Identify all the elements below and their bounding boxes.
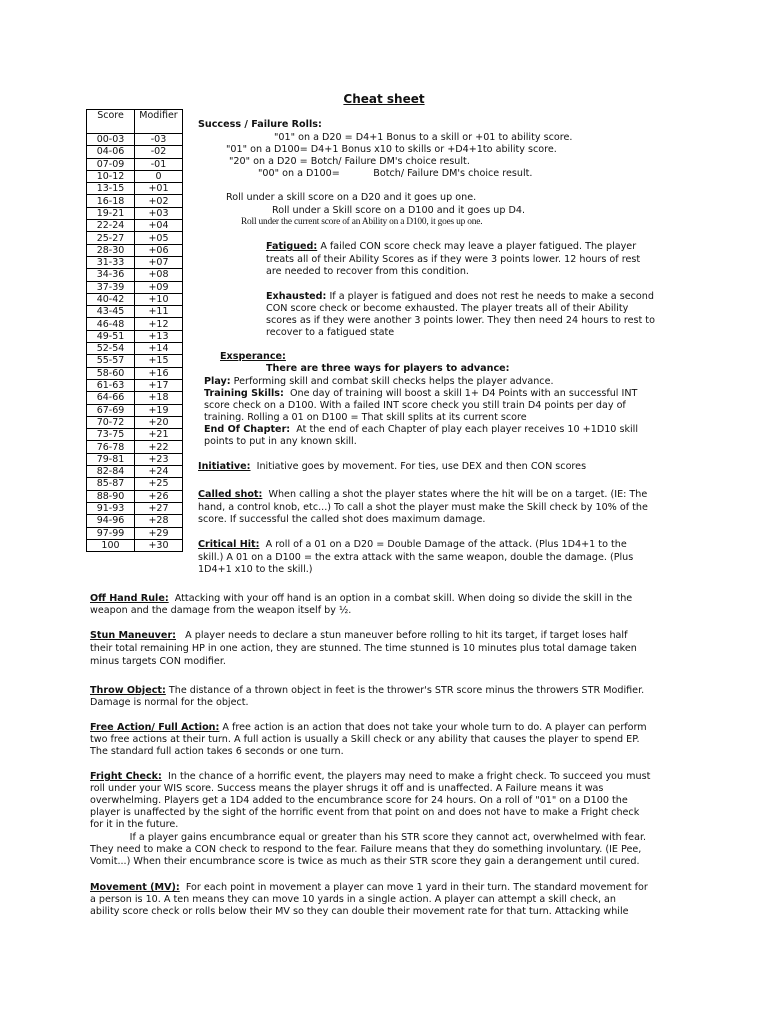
modifier-cell: +25 <box>135 478 183 490</box>
table-row <box>87 318 183 330</box>
score-cell: 25-27 <box>87 232 135 244</box>
score-cell: 16-18 <box>87 195 135 207</box>
score-cell: 73-75 <box>87 429 135 441</box>
off-hand-text: Attacking with your off hand is an option in a combat skill. When doing so divide the skill in the <box>174 593 633 604</box>
modifier-cell: +30 <box>135 539 183 551</box>
table-row <box>87 158 183 170</box>
modifier-cell: +22 <box>135 441 183 453</box>
score-cell: 67-69 <box>87 404 135 416</box>
stun-maneuver-text: A player needs to declare a stun maneuver before rolling to hit its target, if target loses half <box>185 630 628 641</box>
modifier-cell: +15 <box>135 355 183 367</box>
called-shot-text: score. If successful the called shot does maximum damage. <box>198 514 486 525</box>
experience-subheading: There are three ways for players to advance: <box>266 363 510 374</box>
table-row <box>87 306 183 318</box>
exhausted-text: recover to a fatigued state <box>266 327 395 338</box>
modifier-cell: +17 <box>135 379 183 391</box>
movement-label: Movement (MV): <box>90 882 180 893</box>
modifier-cell: +26 <box>135 490 183 502</box>
modifier-cell: +18 <box>135 392 183 404</box>
table-row <box>87 281 183 293</box>
modifier-cell: +16 <box>135 367 183 379</box>
score-cell: 64-66 <box>87 392 135 404</box>
modifier-column-header: Modifier <box>135 110 183 134</box>
table-row <box>87 429 183 441</box>
called-shot-label: Called shot: <box>198 489 263 500</box>
called-shot-text: hand, a control knob, etc...) To call a shot the player must make the Skill check by 10% of the <box>198 502 648 513</box>
exhausted-label: Exhausted: <box>266 291 327 302</box>
score-cell: 88-90 <box>87 490 135 502</box>
score-cell: 61-63 <box>87 379 135 391</box>
exhausted-text: scores as if they were another 3 points lower. They then need 24 hours to rest to <box>266 315 655 326</box>
table-row <box>87 134 183 146</box>
score-cell: 76-78 <box>87 441 135 453</box>
score-cell: 85-87 <box>87 478 135 490</box>
exhausted-text: CON score check or become exhausted. The player treats all of their Ability <box>266 303 629 314</box>
score-cell: 82-84 <box>87 466 135 478</box>
table-row <box>87 441 183 453</box>
score-cell: 46-48 <box>87 318 135 330</box>
fright-check-text: for it in the future. <box>90 819 179 830</box>
training-skills-label: Training Skills: <box>204 388 284 399</box>
modifier-cell: -01 <box>135 158 183 170</box>
ability-modifier-table <box>86 109 183 552</box>
success-failure-heading: Success / Failure Rolls: <box>198 119 322 130</box>
critical-hit-text: 1D4+1 x10 to the skill.) <box>198 564 313 575</box>
fright-check-text: Vomit...) When their encumbrance score is twice as much as their STR score they gain a derangement until cured. <box>90 856 640 867</box>
fright-check-text: player is unaffected by the sight of the horrific event from that point on and does not have to make a Fright check <box>90 807 640 818</box>
free-action-text: two free actions at their turn. A full action is usually a Skill check or any ability that causes the player to spend EP. <box>90 734 640 745</box>
success-rule-2: "01" on a D100= D4+1 Bonus x10 to skills or +D4+1to ability score. <box>226 144 557 155</box>
stun-maneuver-text: their total remaining HP in one action, they are stunned. The time stunned is 10 minutes plus total damage taken <box>90 643 637 654</box>
fright-check-text: In the chance of a horrific event, the players may need to make a fright check. To succeed you must <box>167 771 651 782</box>
score-cell: 10-12 <box>87 170 135 182</box>
table-row <box>87 355 183 367</box>
table-row <box>87 269 183 281</box>
modifier-cell: +20 <box>135 416 183 428</box>
free-action-label: Free Action/ Full Action: <box>90 722 220 733</box>
modifier-cell: +24 <box>135 466 183 478</box>
throw-object-text: Damage is normal for the object. <box>90 697 249 708</box>
failure-rule-1: "20" on a D20 = Botch/ Failure DM's choice result. <box>229 156 470 167</box>
page-title: Cheat sheet <box>343 92 425 106</box>
table-row <box>87 416 183 428</box>
score-cell: 49-51 <box>87 330 135 342</box>
score-cell: 31-33 <box>87 256 135 268</box>
modifier-cell: +02 <box>135 195 183 207</box>
table-row <box>87 367 183 379</box>
table-row <box>87 146 183 158</box>
table-row <box>87 195 183 207</box>
free-action-text: The standard full action takes 6 seconds or one turn. <box>90 746 344 757</box>
score-cell: 07-09 <box>87 158 135 170</box>
movement-text: ability score check or rolls below their MV so they can double their movement rate for that turn. Attacking while <box>90 906 629 917</box>
modifier-cell: -03 <box>135 134 183 146</box>
score-cell: 52-54 <box>87 343 135 355</box>
modifier-cell: +14 <box>135 343 183 355</box>
table-row <box>87 539 183 551</box>
table-row <box>87 207 183 219</box>
throw-object-label: Throw Object: <box>90 685 166 696</box>
initiative-label: Initiative: <box>198 461 251 472</box>
modifier-cell: +04 <box>135 220 183 232</box>
modifier-cell: +09 <box>135 281 183 293</box>
exhausted-text: If a player is fatigued and does not rest he needs to make a second <box>329 291 654 302</box>
play-label: Play: <box>204 376 231 387</box>
throw-object-text: The distance of a thrown object in feet is the thrower's STR score minus the throwers STR Modifier. <box>168 685 645 696</box>
score-cell: 37-39 <box>87 281 135 293</box>
movement-text: a person is 10. A ten means they can move 10 yards in a single action. A player can attempt a skill check, an <box>90 894 617 905</box>
score-cell: 13-15 <box>87 183 135 195</box>
failure-rule-2: "00" on a D100= Botch/ Failure DM's choice result. <box>258 168 533 179</box>
modifier-cell: 0 <box>135 170 183 182</box>
fright-check-text: They need to make a CON check to respond to the fear. Failure means that they do something involuntary. (IE Pee, <box>90 844 642 855</box>
table-row <box>87 244 183 256</box>
table-row <box>87 343 183 355</box>
off-hand-text: weapon and the damage from the weapon itself by ½. <box>90 605 352 616</box>
stun-maneuver-text: minus targets CON modifier. <box>90 656 226 667</box>
score-cell: 22-24 <box>87 220 135 232</box>
table-row <box>87 404 183 416</box>
score-cell: 100 <box>87 539 135 551</box>
roll-under-skill-d20: Roll under a skill score on a D20 and it goes up one. <box>226 192 477 203</box>
modifier-cell: +01 <box>135 183 183 195</box>
modifier-cell: +23 <box>135 453 183 465</box>
table-row <box>87 256 183 268</box>
movement-text: For each point in movement a player can move 1 yard in their turn. The standard movement for <box>185 882 648 893</box>
stun-maneuver-label: Stun Maneuver: <box>90 630 177 641</box>
table-row <box>87 183 183 195</box>
end-of-chapter-text: At the end of each Chapter of play each player receives 10 +1D10 skill <box>296 424 639 435</box>
table-row <box>87 478 183 490</box>
table-header-row <box>87 110 183 134</box>
score-cell: 55-57 <box>87 355 135 367</box>
table-row <box>87 453 183 465</box>
fright-check-text: overwhelming. Players get a 1D4 added to the encumbrance score for 24 hours. On a roll of "01" on a D100 the <box>90 795 628 806</box>
modifier-cell: +03 <box>135 207 183 219</box>
modifier-cell: +07 <box>135 256 183 268</box>
fright-check-text: roll under your WIS score. Success means the player shrugs it off and is unaffected. A Failure means it was <box>90 783 604 794</box>
critical-hit-label: Critical Hit: <box>198 539 260 550</box>
training-text: One day of training will boost a skill 1+ D4 Points with an successful INT <box>289 388 638 399</box>
table-row <box>87 527 183 539</box>
score-column-header: Score <box>87 110 135 134</box>
modifier-cell: +13 <box>135 330 183 342</box>
initiative-rule <box>198 461 586 473</box>
score-cell: 04-06 <box>87 146 135 158</box>
training-text: score check on a D100. With a failed INT score check you still train D4 points per day of <box>204 400 626 411</box>
fatigued-label: Fatigued: <box>266 241 318 252</box>
score-cell: 79-81 <box>87 453 135 465</box>
fright-check-label: Fright Check: <box>90 771 162 782</box>
modifier-cell: +11 <box>135 306 183 318</box>
modifier-cell: +06 <box>135 244 183 256</box>
table-row <box>87 490 183 502</box>
end-of-chapter-text: points to put in any known skill. <box>204 436 357 447</box>
fatigued-text: are needed to recover from this condition. <box>266 266 469 277</box>
table-row <box>87 330 183 342</box>
initiative-text: Initiative goes by movement. For ties, use DEX and then CON scores <box>256 461 587 472</box>
score-cell: 00-03 <box>87 134 135 146</box>
score-cell: 43-45 <box>87 306 135 318</box>
modifier-cell: +29 <box>135 527 183 539</box>
fright-check-text: If a player gains encumbrance equal or greater than his STR score they cannot act, overwhelmed with fear. <box>90 832 647 843</box>
modifier-cell: +10 <box>135 293 183 305</box>
modifier-cell: +28 <box>135 515 183 527</box>
score-cell: 19-21 <box>87 207 135 219</box>
modifier-cell: +05 <box>135 232 183 244</box>
table-row <box>87 379 183 391</box>
score-cell: 91-93 <box>87 502 135 514</box>
table-row <box>87 502 183 514</box>
table-row <box>87 220 183 232</box>
table-row <box>87 232 183 244</box>
modifier-cell: +12 <box>135 318 183 330</box>
score-cell: 40-42 <box>87 293 135 305</box>
success-rule-1: "01" on a D20 = D4+1 Bonus to a skill or +01 to ability score. <box>274 132 573 143</box>
modifier-cell: -02 <box>135 146 183 158</box>
score-cell: 94-96 <box>87 515 135 527</box>
table-body <box>87 134 183 552</box>
modifier-cell: +08 <box>135 269 183 281</box>
fatigued-text: A failed CON score check may leave a player fatigued. The player <box>320 241 637 252</box>
fatigued-text: treats all of their Ability Scores as if they were 3 points lower. 12 hours of rest <box>266 254 641 265</box>
roll-under-skill-d100: Roll under a Skill score on a D100 and it goes up D4. <box>272 205 526 216</box>
critical-hit-text: A roll of a 01 on a D20 = Double Damage of the attack. (Plus 1D4+1 to the <box>265 539 627 550</box>
play-text: Performing skill and combat skill checks helps the player advance. <box>233 376 554 387</box>
critical-hit-text: skill.) A 01 on a D100 = the extra attack with the same weapon, double the damage. (Plus <box>198 552 634 563</box>
modifier-cell: +21 <box>135 429 183 441</box>
score-cell: 97-99 <box>87 527 135 539</box>
training-text: training. Rolling a 01 on D100 = That skill splits at its current score <box>204 412 527 423</box>
table-row <box>87 293 183 305</box>
modifier-cell: +19 <box>135 404 183 416</box>
modifier-cell: +27 <box>135 502 183 514</box>
roll-under-ability: Roll under the current score of an Ability on a D100, it goes up one. <box>241 217 483 227</box>
score-cell: 58-60 <box>87 367 135 379</box>
table-row <box>87 170 183 182</box>
table-row <box>87 392 183 404</box>
end-of-chapter-label: End Of Chapter: <box>204 424 291 435</box>
free-action-text: A free action is an action that does not take your whole turn to do. A player can perform <box>222 722 647 733</box>
score-cell: 34-36 <box>87 269 135 281</box>
table-row <box>87 466 183 478</box>
score-cell: 70-72 <box>87 416 135 428</box>
score-cell: 28-30 <box>87 244 135 256</box>
off-hand-label: Off Hand Rule: <box>90 593 169 604</box>
called-shot-text: When calling a shot the player states where the hit will be on a target. (IE: The <box>268 489 648 500</box>
table-row <box>87 515 183 527</box>
experience-heading: Exsperance: <box>220 351 286 362</box>
